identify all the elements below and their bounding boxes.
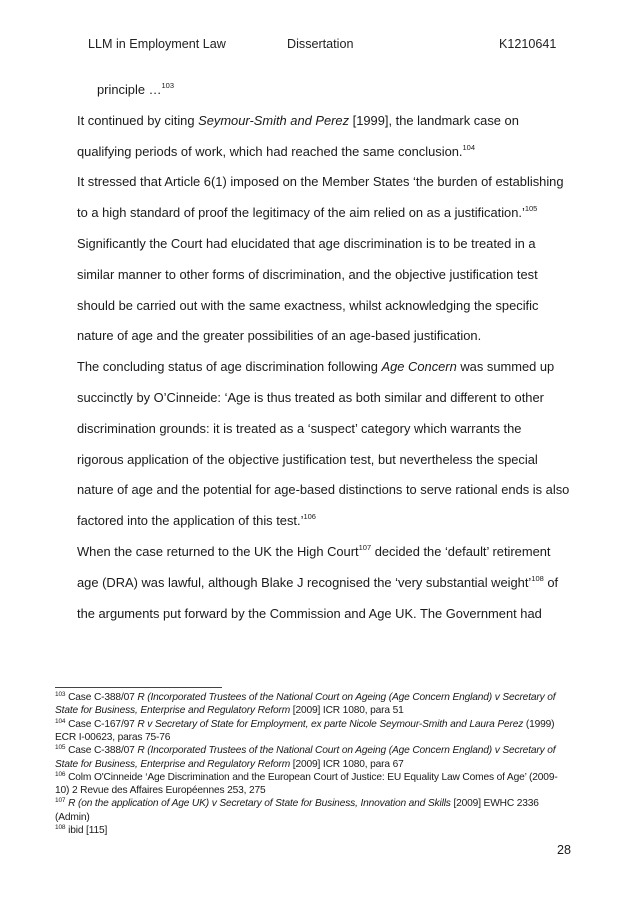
text-run: When the case returned to the UK the High Court <box>77 544 359 559</box>
text-run: to a high standard of proof the legitimacy of the aim relied on as a justification.’ <box>77 205 525 221</box>
footnote-line <box>55 812 575 823</box>
text-run: Seymour-Smith and Perez <box>198 112 350 128</box>
body-line <box>77 390 544 405</box>
footnote-line <box>55 825 575 836</box>
text-run: State for Business, Enterprise and Regulatory Reform <box>55 705 291 717</box>
text-run: decided the ‘default’ retirement <box>371 544 551 559</box>
body-line <box>77 144 475 159</box>
footnote-ref: 104 <box>55 717 66 725</box>
text-run: ibid [115] <box>65 825 108 836</box>
body-line <box>77 513 316 528</box>
body-line <box>77 575 558 590</box>
text-run: [2009] ICR 1080, para 67 <box>290 758 404 770</box>
footnote-ref: 108 <box>55 824 66 831</box>
text-run: factored into the application of this test.’ <box>77 513 304 529</box>
body-line <box>77 174 564 189</box>
footnote-ref: 105 <box>55 744 66 752</box>
text-run: 10) 2 Revue des Affaires Européennes 253, 275 <box>55 785 266 797</box>
footnote-ref: 108 <box>531 573 544 583</box>
text-run: principle … <box>97 82 162 97</box>
footnote-ref: 106 <box>303 512 316 522</box>
body-line <box>97 82 174 97</box>
footnote-line <box>55 745 575 756</box>
text-run: R (Incorporated Trustees of the National Court on Ageing (Age Concern England) v Secretary of <box>137 692 556 703</box>
body-line <box>77 544 551 559</box>
text-run: nature of age and the greater possibilities of an age-based justification. <box>77 328 482 344</box>
text-run: Colm O'Cinneide ‘Age Discrimination and the European Court of Justice: EU Equality Law Comes of Age’ (2009- <box>65 771 558 783</box>
footnote-ref: 103 <box>161 81 174 90</box>
text-run: [2009] EWHC 2336 <box>450 798 539 810</box>
text-run: of <box>543 574 559 590</box>
text-run: discrimination grounds: it is treated as a ‘suspect’ category which warrants the <box>77 420 522 436</box>
text-run: Significantly the Court had elucidated that age discrimination is to be treated in a <box>77 236 536 251</box>
text-run: age (DRA) was lawful, although Blake J recognised the ‘very substantial weight’ <box>77 574 532 590</box>
body-line <box>77 452 538 467</box>
text-run: should be carried out with the same exactness, whilst acknowledging the specific <box>77 297 539 313</box>
body-line <box>77 328 481 343</box>
text-run: rigorous application of the objective justification test, but nevertheless the special <box>77 451 538 467</box>
footnote-separator <box>55 687 222 688</box>
footnote-line <box>55 705 575 716</box>
footnote-ref: 104 <box>462 142 476 152</box>
body-line <box>77 298 538 313</box>
text-run: ECR I-00623, paras 75-76 <box>55 731 171 743</box>
footnote-line <box>55 719 575 730</box>
body-line <box>77 205 537 220</box>
footnote-ref: 103 <box>55 691 66 698</box>
text-run: Case C-167/97 <box>65 718 138 730</box>
text-run: [1999], the landmark case on <box>349 112 519 128</box>
body-line <box>77 421 521 436</box>
text-run: [2009] ICR 1080, para 51 <box>290 705 404 717</box>
text-run: Case C-388/07 <box>65 692 138 703</box>
header-doc-type: Dissertation <box>287 37 354 51</box>
text-run: It continued by citing <box>77 112 199 128</box>
body-line <box>77 236 536 251</box>
body-line <box>77 482 569 497</box>
footnote-line <box>55 785 575 796</box>
text-run: State for Business, Enterprise and Regulatory Reform <box>55 758 291 770</box>
text-run: The concluding status of age discrimination following <box>77 359 382 375</box>
text-run: similar manner to other forms of discrimination, and the objective justification test <box>77 266 538 282</box>
text-run: Case C-388/07 <box>65 745 138 757</box>
footnote-ref: 107 <box>55 797 66 805</box>
text-run: was summed up <box>456 359 555 375</box>
text-run: (Admin) <box>55 811 90 823</box>
body-line <box>77 267 538 282</box>
body-line <box>77 113 519 128</box>
page-number: 28 <box>557 843 572 857</box>
text-run: R (Incorporated Trustees of the National Court on Ageing (Age Concern England) v Secretary of <box>137 745 556 757</box>
body-line <box>77 606 542 621</box>
footnote-ref: 105 <box>524 204 538 214</box>
footnote-line <box>55 692 575 703</box>
body-line <box>77 359 554 374</box>
text-run: It stressed that Article 6(1) imposed on the Member States ‘the burden of establishing <box>77 174 564 190</box>
footnote-ref: 106 <box>55 770 66 778</box>
header-student-id: K1210641 <box>499 37 557 51</box>
footnote-line <box>55 798 575 809</box>
text-run: nature of age and the potential for age-based distinctions to serve rational ends is also <box>77 482 570 498</box>
text-run: R (on the application of Age UK) v Secretary of State for Business, Innovation and Skills <box>68 798 451 810</box>
text-run: qualifying periods of work, which had reached the same conclusion. <box>77 143 463 159</box>
text-run: the arguments put forward by the Commission and Age UK. The Government had <box>77 605 542 621</box>
footnote-ref: 107 <box>358 543 372 552</box>
text-run: R v Secretary of State for Employment, ex parte Nicole Seymour-Smith and Laura Perez <box>137 718 524 730</box>
footnote-line <box>55 759 575 770</box>
text-run: (1999) <box>523 718 555 730</box>
header-course: LLM in Employment Law <box>88 37 226 51</box>
text-run: Age Concern <box>381 359 457 375</box>
footnote-line <box>55 772 575 783</box>
footnote-line <box>55 732 575 743</box>
text-run: succinctly by O’Cinneide: ‘Age is thus treated as both similar and different to other <box>77 390 544 405</box>
